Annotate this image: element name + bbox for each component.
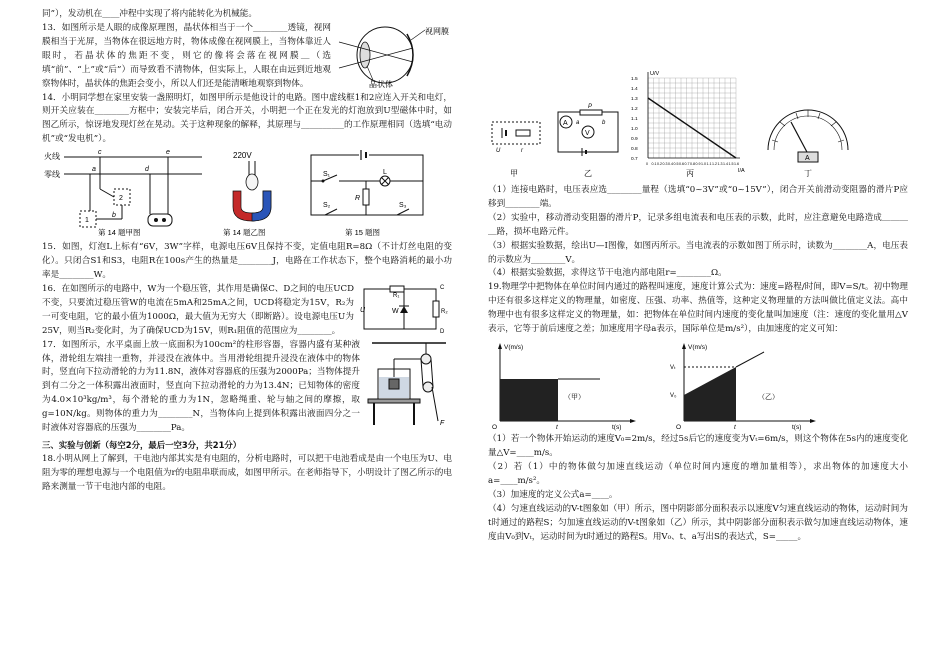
figure-14-yi (221, 149, 291, 241)
figure-18-yi (554, 80, 624, 184)
caption-14-yi: 第 14 题乙图 (223, 228, 266, 238)
question-14-text: 14．小明同学想在家里安装一盏照明灯，如图甲所示是他设计的电路。图中虚线框1和2应连入开关和电灯，则开关应装在________方框中；安装完毕后，闭合开关，小明把一个正在发光的灯泡放到U型磁体中时，如图乙所示，惊讶地发现灯丝在晃动。关于这种现象的解释，其原理与__________的工作原理相同（选填“电动机”或“发电机”）。 (42, 92, 452, 145)
q19-part-2: （2）若（1）中的物体做匀加速直线运动（单位时间内速度的增加量相等），求出物体的加速度大小a=____m/s²。 (488, 461, 908, 486)
figure-14-jia (42, 149, 207, 241)
label-p: P (588, 104, 593, 110)
eye-diagram (337, 22, 452, 88)
question-19-text: 19.物理学中把物体在单位时间内通过的路程叫速度，速度计算公式为：速度=路程/时间，即V=S/t。初中物理中还有很多这样定义的物理量，如密度、压强、功率、热值等，这种定义物理量的方法叫做比值定义法。高中物理中也有很多这样定义的物理量，如：把物体在单位时间内速度的变化量叫加速度（注：速度的变化量用△V表示，它等于前后速度之差；加速度用字母a表示，国际单位是m/s²），由加速度的定义可知： (488, 282, 908, 335)
label-r: R (355, 195, 361, 203)
x-tick-label: 1.6 (734, 162, 739, 166)
x-tick-label: 0.8 (690, 162, 695, 166)
question-17 (42, 339, 452, 436)
label-f: F (440, 419, 445, 427)
x-tick-label: 0.9 (695, 162, 701, 166)
label-r2-fig: R₂ (441, 308, 448, 315)
label-b: b (112, 212, 116, 220)
label-s2: S₂ (323, 202, 331, 210)
x-tick-label: 1.4 (723, 162, 728, 166)
label-w-fig: W (392, 307, 399, 315)
y-tick-label: 1.1 (631, 117, 638, 122)
x-tick-label: 0 (646, 162, 648, 166)
caption-jia: 甲 (510, 169, 518, 178)
question-18-text: 18.小明从网上了解到，干电池内部其实是有电阻的，分析电路时，可以把干电池看成是由一个电压为U、电阻为零的理想电源与一个电阻值为r的电阻串联而成，如图甲所示。在老师指导下，小明设计了图乙所示的电路来测量一节干电池内部的电阻。 (42, 453, 452, 492)
figure-row-19 (488, 341, 908, 431)
y-axis-label: U/V (650, 71, 660, 77)
vt-jia-origin: O (492, 424, 498, 432)
x-tick-label: 0.1 (651, 162, 657, 166)
question-15-text: 15．如图，灯泡L上标有“6V，3W”字样，电源电压6V且保持不变，定值电阻R=8Ω（不计灯丝电阻的变化）。只闭合S1和S3，电阻R在100s产生的热量是________J，电路在工作状态下，整个电路消耗的最小功率是________W。 (42, 242, 452, 280)
question-17-text: 17．如图所示，水平桌面上放一底面积为100cm²的柱形容器，容器内盛有某种液体，滑轮组左端挂一重物，并浸没在液体中。当用滑轮组提升浸没在液体中的物体时，竖直向下拉动滑轮的力为11.8N，液体对容器底的压强为2000Pa；当物体提升到有二分之一体积露出液面时，竖直向下拉动滑轮的力为13.4N；已知物体的密度为4.0×10³kg/m³，每个滑轮的重力为1N，忽略绳重、轮与轴之间的摩擦，取g=10N/kg。则物体的重力为________N，当物体向上提到体积露出液面四分之一时液体对容器底的压强为________Pa。 (42, 339, 360, 434)
vt-jia-x-label: t(s) (612, 424, 622, 432)
label-v-meter: V (585, 130, 590, 137)
question-13-text: 13．如图所示是人眼的成像原理图，晶状体相当于一个________透镜，视网膜相当于光屏，当物体在很远地方时，物体成像在视网膜上，当物体靠近人眼时，若晶状体的焦距不变，则它的像将会落在视网膜＿（选填“前”、“上”或“后”）而导致看不清物体，但实际上，人眼在由远到近地观察物体时，晶状体的焦距会变小，所以人们还是能清晰地观察到物体。 (42, 22, 331, 89)
figure-18-jia (488, 80, 544, 184)
label-a: a (92, 166, 96, 174)
vt-yi-v0: V₀ (670, 393, 677, 400)
label-c-fig: C (440, 284, 445, 291)
label-lens: 晶状体 (369, 79, 393, 89)
x-tick-label: 0.4 (668, 162, 673, 166)
x-tick-label: 0.6 (679, 162, 684, 166)
q19-part-3: （3）加速度的定义公式a=____。 (488, 489, 618, 500)
y-tick-label: 0.9 (631, 137, 638, 142)
label-d: d (145, 166, 149, 174)
vt-yi-x-label: t(s) (792, 424, 802, 432)
question-16 (42, 283, 452, 339)
q19-part-4: （4）匀速直线运动的V-t图象如（甲）所示，图中阴影部分面积表示以速度V匀速直线运动的物体，运动时间为t时通过的路程S；匀加速直线运动的V-t图象如（乙）所示，其中阴影部分面积表示做匀加速直线运动物体，速度由V₀到Vₜ，运动时间为t时通过的路程S。用V₀、t、a写出S的表达式，S=_____。 (488, 503, 908, 542)
caption-ding: 丁 (804, 169, 812, 178)
figure-17 (366, 339, 452, 429)
q18-part-1: （1）连接电路时，电压表应选________量程（选填“0~3V”或“0~15V”），闭合开关前滑动变阻器的滑片P应移到________端。 (488, 184, 908, 209)
caption-yi: 乙 (584, 169, 592, 178)
caption-bing: 丙 (686, 169, 694, 178)
x-axis-label: I/A (738, 168, 745, 174)
left-column (42, 8, 452, 494)
label-u-18: U (496, 148, 501, 154)
figure-row-18 (488, 68, 908, 184)
label-d-fig: D (440, 328, 445, 335)
x-tick-label: 0.3 (662, 162, 668, 166)
y-tick-label: 1.5 (631, 77, 638, 82)
vt-jia-t: t (556, 424, 558, 432)
label-l: L (383, 169, 387, 177)
q18-part-4: （4）根据实验数据，求得这节干电池内部电阻r=________Ω。 (488, 268, 727, 279)
label-retina: 视网膜 (425, 26, 449, 36)
vt-yi-origin: O (676, 424, 682, 432)
label-fire-wire: 火线 (44, 152, 60, 162)
label-r1-fig: R₁ (393, 292, 400, 299)
label-ammeter-ding: A (805, 155, 810, 162)
figure-row-14-15 (42, 149, 452, 241)
label-a-end: a (576, 120, 580, 126)
q18-part-3: （3）根据实验数据，绘出U—I图像，如图丙所示。当电流表的示数如图丁所示时，读数为________A，电压表的示数应为________V。 (488, 240, 908, 265)
label-r-18: r (521, 148, 523, 154)
q19-part-1: （1）若一个物体开始运动的速度V₀=2m/s，经过5s后它的速度变为Vₜ=6m/s，则这个物体在5s内的速度变化量△V=____m/s。 (488, 434, 908, 458)
x-tick-label: 1.1 (706, 162, 712, 166)
label-box-2: 2 (119, 195, 123, 203)
x-tick-label: 0.2 (657, 162, 662, 166)
q18-part-2: （2）实验中，移动滑动变阻器的滑片P，记录多组电流表和电压表的示数，此时，应注意避免电路造成＿＿＿＿路，损坏电路元件。 (488, 212, 908, 237)
y-tick-label: 0.7 (631, 157, 638, 162)
vt-jia-caption: （甲） (564, 394, 585, 402)
label-s3: S₃ (399, 202, 407, 210)
label-c: c (98, 149, 102, 157)
vt-jia-y-label: V(m/s) (504, 344, 524, 352)
label-a-meter: A (563, 120, 568, 127)
y-tick-label: 1.0 (631, 127, 638, 132)
y-tick-label: 0.8 (631, 147, 638, 152)
question-13 (42, 22, 452, 92)
section-3-heading: 三、实验与创新（每空2分，最后一空3分，共21分） (42, 440, 242, 451)
caption-15: 第 15 题图 (345, 228, 381, 238)
vt-yi-t: t (734, 424, 736, 432)
line-0: 同”），发动机在____冲程中实现了将内能转化为机械能。 (42, 9, 257, 19)
vt-yi-vt: Vₜ (670, 365, 676, 372)
label-b-end: b (602, 120, 606, 126)
y-tick-label: 1.4 (631, 87, 638, 92)
label-s1: S₁ (323, 171, 331, 179)
x-tick-label: 0.7 (684, 162, 690, 166)
figure-15 (305, 149, 430, 241)
label-e: e (166, 149, 170, 157)
vt-yi-caption: （乙） (758, 394, 779, 402)
caption-14-jia: 第 14 题甲图 (98, 228, 141, 238)
x-tick-label: 1.0 (701, 162, 706, 166)
right-column (488, 8, 908, 544)
figure-18-bing-graph (628, 68, 744, 184)
label-u-fig: U (360, 306, 366, 314)
label-box-1: 1 (85, 217, 89, 225)
vt-graph-jia (488, 341, 638, 431)
label-220v: 220V (233, 151, 252, 161)
x-tick-label: 1.2 (712, 162, 717, 166)
figure-18-ding (758, 80, 858, 184)
y-tick-label: 1.2 (631, 107, 638, 112)
vt-yi-y-label: V(m/s) (688, 344, 708, 352)
x-tick-label: 1.3 (717, 162, 723, 166)
x-tick-label: 1.5 (728, 162, 734, 166)
figure-16 (360, 283, 452, 335)
vt-graph-yi (668, 341, 818, 431)
label-zero-wire: 零线 (44, 170, 60, 180)
x-tick-label: 0.5 (673, 162, 679, 166)
y-tick-label: 1.3 (631, 97, 638, 102)
question-16-text: 16．在如图所示的电路中，W为一个稳压管，其作用是确保C、D之间的电压UCD不变，只要流过稳压管W的电流在5mA和25mA之间，UCD将稳定为15V，R₂为一可变电阻，它的最小值为1000Ω，最大值为无穷大（即断路）。设电源电压U为25V，则当R₂变化时，为了确保UCD为15V，则R₁阻值的范围应为________。 (42, 283, 354, 336)
